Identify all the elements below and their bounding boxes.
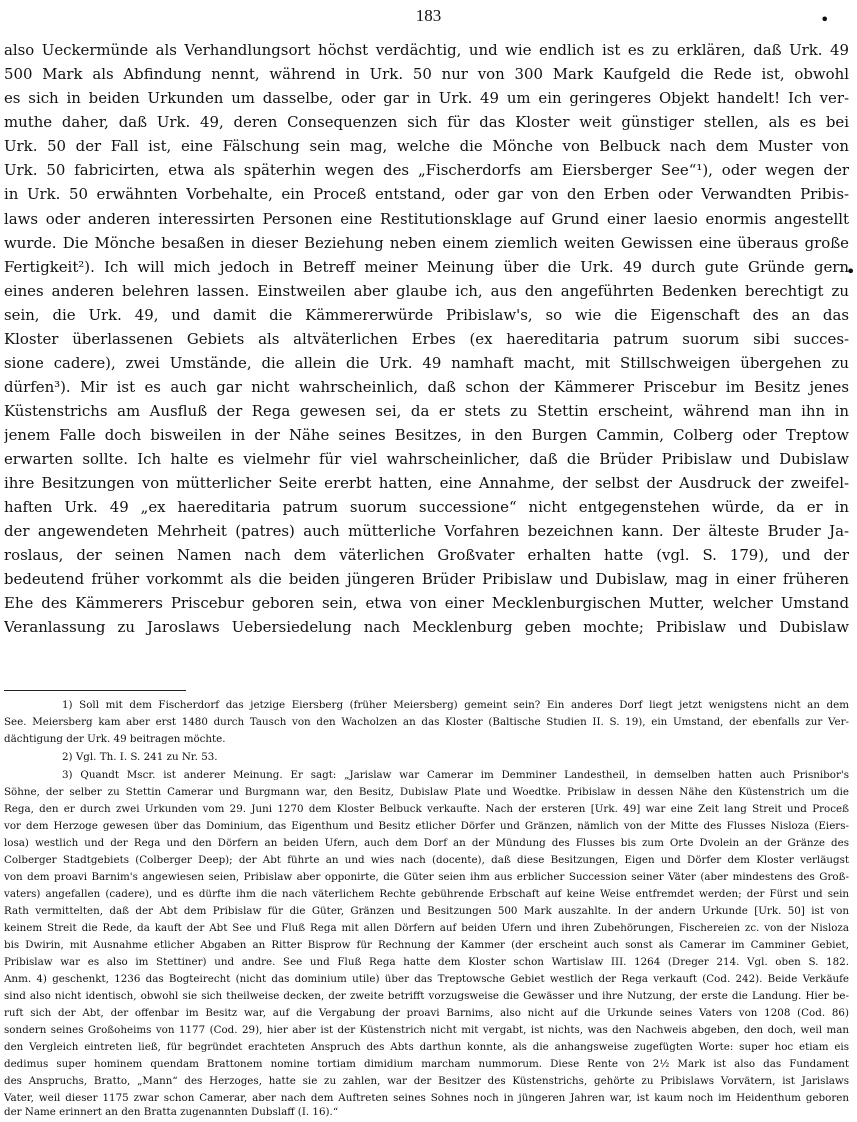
footnote-line: losa) westlich und der Rega und den Dörfern an beiden Ufern, auch dem Dorf an der Mündung des Flusses bis zum Orte Dvolein an der Gränze des (4, 837, 849, 849)
body-line: sein, die Urk. 49, und damit die Kämmererwürde Pribislaw's, so wie die Eigenschaft des an das (4, 306, 849, 324)
footnote-line: vaters) angefallen (cadere), und es dürfte ihm die nach väterlichem Rechte gebührende Erbschaft auf keine Weise entfremdet werden; der Fürst und sein (4, 888, 849, 900)
footnote-line: 1) Soll mit dem Fischerdorf das jetzige Eiersberg (früher Meiersberg) gemeint sein? Ein anderes Dorf liegt jetzt wenigstens nicht an dem (62, 699, 849, 711)
footnote-line: Söhne, der selber zu Stettin Camerar und Burgmann war, den Besitz, Dubislaw Plate und Woedtke. Pribislaw in dessen Nähe den Küstenstrich um die (4, 786, 849, 798)
body-line: dürfen³). Mir ist es auch gar nicht wahrscheinlich, daß schon der Kämmerer Priscebur im Besitz jenes (4, 378, 849, 396)
body-line: haften Urk. 49 „ex haereditaria patrum suorum successione“ nicht entgegenstehen würde, da er in (4, 498, 849, 516)
body-line: in Urk. 50 erwähnten Vorbehalte, ein Proceß entstand, oder gar von den Erben oder Verwandten Pribis- (4, 185, 849, 203)
body-line: jenem Falle doch bisweilen in der Nähe seines Besitzes, in den Burgen Cammin, Colberg oder Treptow (4, 426, 849, 444)
body-line: der angewendeten Mehrheit (patres) auch mütterliche Vorfahren bezeichnen kann. Der älteste Bruder Ja- (4, 522, 849, 540)
body-line: Urk. 50 der Fall ist, eine Fälschung sein mag, welche die Mönche von Belbuck nach dem Muster von (4, 137, 849, 155)
footnote-line: ruft sich der Abt, der offenbar im Besitz war, auf die Vergabung der proavi Barnims, also nicht auf die Urkunde seines Vaters von 1208 (Cod. 86) (4, 1007, 849, 1019)
footnote-line: bis Dwirin, mit Ausnahme etlicher Abgaben an Ritter Bisprow für Rechnung der Kammer (der erscheint auch sonst als Camerar im Camminer Gebiet, (4, 939, 849, 951)
footnote-line: sind also nicht identisch, obwohl sie sich theilweise decken, der zweite betrifft vorzugsweise die Gewässer und ihre Nutzung, der erste die Landung. Hier be- (4, 990, 849, 1002)
body-line: bedeutend früher vorkommt als die beiden jüngeren Brüder Pribislaw und Dubislaw, mag in einer früheren (4, 570, 849, 588)
body-line: eines anderen belehren lassen. Einstweilen aber glaube ich, aus den angeführten Bedenken berechtigt zu (4, 282, 849, 300)
margin-mark: • (846, 262, 856, 281)
body-line: Urk. 50 fabricirten, etwa als späterhin wegen des „Fischerdorfs am Eiersberger See“¹), oder wegen der (4, 161, 849, 179)
body-line: Küstenstrichs am Ausfluß der Rega gewesen sei, da er stets zu Stettin erscheint, während man ihn in (4, 402, 849, 420)
body-line: erwarten sollte. Ich halte es vielmehr für viel wahrscheinlicher, daß die Brüder Pribislaw und Dubislaw (4, 450, 849, 468)
footnote-line: vor dem Herzoge gewesen über das Dominium, das Eigenthum und Besitz etlicher Dörfer und Gränzen, nämlich von der Mitte des Flusses Nisloza (Eiers- (4, 820, 849, 832)
footnote-line: Rath vermittelten, daß der Abt dem Pribislaw für die Güter, Gränzen und Besitzungen 500 Mark auszahlte. In der andern Urkunde [Urk. 50] ist von (4, 905, 849, 917)
footnote-line: Colberger Stadtgebiets (Colberger Deep); der Abt führte an und wies nach (docente), daß diese Besitzungen, Eigen und Dörfer dem Kloster verläugst (4, 854, 849, 866)
body-line: Ehe des Kämmerers Priscebur geboren sein, etwa von einer Mecklenburgischen Mutter, welcher Umstand (4, 594, 849, 612)
body-line: roslaus, der seinen Namen nach dem väterlichen Großvater erhalten hatte (vgl. S. 179), und der (4, 546, 849, 564)
body-line: muthe daher, daß Urk. 49, deren Consequenzen sich für das Kloster weit günstiger stellen, als es bei (4, 113, 849, 131)
body-line: Veranlassung zu Jaroslaws Uebersiedelung nach Mecklenburg geben mochte; Pribislaw und Dubislaw (4, 618, 849, 636)
footnote-line: des Anspruchs, Bratto, „Mann“ des Herzoges, hatte sie zu zahlen, war der Besitzer des Küstenstrichs, gehörte zu Pribislaws Vorvätern, ist Jarislaws (4, 1075, 849, 1087)
footnote-line: Pribislaw war es also im Stettiner) und andre. See und Fluß Rega hatte dem Kloster schon Wartislaw III. 1264 (Dreger 214. Vgl. oben S. 182. (4, 956, 849, 968)
footnote-line: sondern seines Großoheims von 1177 (Cod. 29), hier aber ist der Küstenstrich nicht mit vergabt, ist nichts, was den Nachweis abgeben, den doch, weil man (4, 1024, 849, 1036)
body-line: ihre Besitzungen von mütterlicher Seite ererbt hatten, eine Annahme, der selbst der Ausdruck der zweifel- (4, 474, 849, 492)
margin-mark: • (820, 10, 830, 29)
footnote-line: 3) Quandt Mscr. ist anderer Meinung. Er sagt: „Jarislaw war Camerar im Demminer Landestheil, in demselben hatten auch Prisnibor's (62, 769, 849, 781)
body-line: also Ueckermünde als Verhandlungsort höchst verdächtig, und wie endlich ist es zu erklären, daß Urk. 49 (4, 41, 849, 59)
footnote-line: keinem Streit die Rede, da kauft der Abt See und Fluß Rega mit allen Dörfern auf beiden Ufern und ihren Zubehörungen, Fischereien zc. von der Nisloza (4, 922, 849, 934)
body-line: 500 Mark als Abfindung nennt, während in Urk. 50 nur von 300 Mark Kaufgeld die Rede ist, obwohl (4, 65, 849, 83)
body-line: sione cadere), zwei Umstände, die allein die Urk. 49 namhaft macht, mit Stillschweigen übergehen zu (4, 354, 849, 372)
body-line: es sich in beiden Urkunden um dasselbe, oder gar in Urk. 49 um ein geringeres Objekt handelt! Ich ver- (4, 89, 849, 107)
footnote-line: von dem proavi Barnim's angewiesen seien, Pribislaw aber opponirte, die Güter seien ihm aus erblicher Succession seiner Väter (aber mindestens des Groß- (4, 871, 849, 883)
body-line: laws oder anderen interessirten Personen eine Restitutionsklage auf Grund einer laesio enormis angestellt (4, 210, 849, 228)
footnote-line: Vater, weil dieser 1175 zwar schon Camerar, aber nach dem Auftreten seines Sohnes noch in jüngeren Jahren war, ist kaum noch im Heidenthum geboren (4, 1092, 849, 1104)
footnote-line: 2) Vgl. Th. I. S. 241 zu Nr. 53. (62, 751, 218, 763)
footnote-line: den Vergleich eintreten ließ, für begründet erachteten Anspruch des Abts darthun konnte, als die anhangsweise zugefügten Worte: super hoc etiam eis (4, 1041, 849, 1053)
footnote-rule (4, 690, 186, 691)
page-number: 183 (415, 6, 442, 25)
body-line: Kloster überlassenen Gebiets als altväterlichen Erbes (ex haereditaria patrum suorum sibi succes- (4, 330, 849, 348)
footnote-line: dedimus super hominem quendam Brattonem nomine tortiam dimidium marcham nummorum. Diese Rente von 2½ Mark ist also das Fundament (4, 1058, 849, 1070)
footnote-line: Rega, den er durch zwei Urkunden vom 29. Juni 1270 dem Kloster Belbuck verkaufte. Nach der ersteren [Urk. 49] war eine Zeit lang Streit und Proceß (4, 803, 849, 815)
footnote-line: der Name erinnert an den Bratta zugenannten Dubslaff (I. 16).“ (4, 1106, 339, 1118)
footnote-line: See. Meiersberg kam aber erst 1480 durch Tausch von den Wacholzen an das Kloster (Baltische Studien II. S. 19), ein Umstand, der ebenfalls zur Ver- (4, 716, 849, 728)
body-line: wurde. Die Mönche besaßen in dieser Beziehung neben einem ziemlich weiten Gewissen eine überaus große (4, 234, 849, 252)
footnote-line: dächtigung der Urk. 49 beitragen möchte. (4, 733, 226, 745)
footnote-line: Anm. 4) geschenkt, 1236 das Bogteirecht (nicht das dominium utile) über das Treptowsche Gebiet westlich der Rega verkauft (Cod. 242). Beide Verkäufe (4, 973, 849, 985)
body-line: Fertigkeit²). Ich will mich jedoch in Betreff meiner Meinung über die Urk. 49 durch gute Gründe gern (4, 258, 849, 276)
